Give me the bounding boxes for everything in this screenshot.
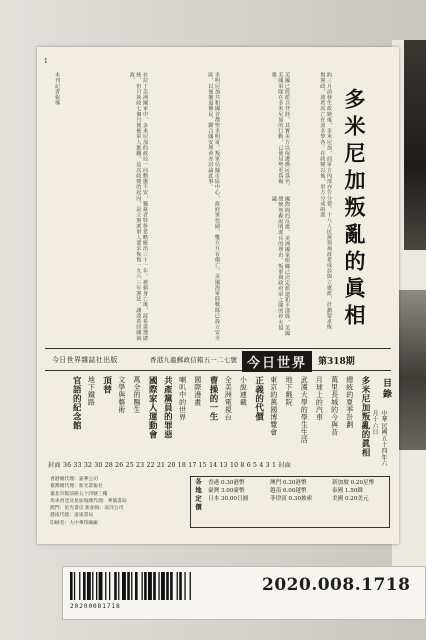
toc-entry (193, 376, 202, 458)
barcode-bar (190, 572, 191, 600)
issue-number: 第318期 (318, 357, 355, 367)
toc-entry (238, 376, 247, 458)
toc-entry-title: 武漢大學的學生生活 (300, 376, 309, 444)
price-cell: 日本 30.00日圓 (208, 496, 249, 502)
article-byline: 本刊記者報導 (54, 72, 60, 106)
barcode-bar (122, 572, 126, 600)
barcode-bar (99, 572, 103, 600)
barcode-bar (114, 572, 117, 600)
toc-entry (299, 376, 308, 458)
barcode-bar (87, 572, 91, 600)
barcode-bar (127, 572, 130, 600)
toc-entry (86, 376, 95, 458)
toc-page-strip: 封面 36 33 32 30 28 26 25 23 22 21 20 18 17 15 14 13 10 8 6 5 4 3 1 封面 (48, 462, 292, 469)
toc-entry-title: 國際家人運動會 (147, 376, 158, 439)
toc-entry (147, 376, 157, 458)
toc-entry (162, 376, 172, 458)
publishing-line: 馬來西亞及星加坡總代理：華僑書局 (50, 498, 127, 504)
barcode-bar (109, 572, 110, 600)
toc-entry-title: 多米尼加叛亂的眞相 (360, 376, 370, 457)
toc-entry-title: 總統的夏季計劃 (345, 376, 354, 429)
barcode-bar (79, 572, 80, 600)
article-text-left: 在拉丁美洲國家中，多米尼加的政局一向動盪不安，獨裁者特魯希略統治三十一年，被刺身亡後，波希當選總統，但只執政七個月便被軍人推翻。這次政變的起因，是立憲派軍人要求恢復一九六三年憲法，讓波希回國執政。 (128, 72, 148, 341)
price-cell: 臺灣 3.00臺幣 (208, 488, 245, 494)
address-line: 香港九龍郵政信箱五一二七號 (150, 356, 238, 364)
publishing-line: 越南代理：遠東書局 (50, 513, 94, 519)
toc-entry (132, 376, 141, 458)
article-text-center: 多明尼加共和國首都聖多明哥，叛軍佔據市區中心，政府軍包圍。雙方互有傷亡。美國海軍陸戰隊已設立安全區，以便撤退僑民。聯合國安理會亦討論此事。 (207, 72, 220, 341)
price-label: 各地定價 (194, 478, 202, 512)
price-grid (208, 479, 386, 503)
toc-entry-title: 正義的代價 (253, 376, 264, 421)
toc-entry (208, 376, 218, 458)
accession-number: 2020.008.1718 (262, 575, 411, 595)
toc-entry (102, 376, 112, 458)
barcode-bar (105, 572, 106, 600)
barcode-bar (184, 572, 185, 600)
price-cell: 越南 6.00越幣 (270, 488, 307, 494)
underlying-photo-top (404, 40, 426, 250)
toc-entry (284, 376, 293, 458)
publisher-line: 今日世界雜誌社出版 (52, 356, 118, 364)
barcode (68, 572, 258, 600)
toc-heading: 目錄 (381, 378, 391, 400)
toc-entry (330, 376, 339, 458)
toc-entry-title: 文學與藝術 (117, 376, 126, 414)
masthead-title: 今日世界 (242, 351, 312, 372)
barcode-bar (92, 572, 93, 600)
masthead-rule-bottom (45, 370, 391, 371)
barcode-bar (131, 572, 132, 600)
barcode-bar (179, 572, 182, 600)
price-row (208, 495, 386, 503)
barcode-bar (74, 572, 75, 600)
toc-entry-title: 喇叭中的世界 (178, 376, 187, 421)
masthead-rule-top (45, 348, 391, 349)
toc-entry (314, 376, 323, 458)
article-text-right: 約三月前發生政變後，多米尼加，而軍方內部亦告分裂。十八人民黨領袖波希成員與立憲派，計劃要求恢復憲政，波希流亡在波多黎各。在政變以後，軍方分成兩派 (319, 72, 332, 330)
toc-entry (345, 376, 354, 458)
barcode-bar (142, 572, 143, 600)
toc-entry (269, 376, 278, 458)
toc-entry (360, 376, 370, 458)
barcode-bar (135, 572, 138, 600)
barcode-number: 20200081718 (70, 603, 121, 610)
barcode-bar (170, 572, 173, 600)
toc-entry-title: 萬里長城的今與昔 (330, 376, 339, 436)
barcode-bar (96, 572, 97, 600)
barcode-bar (153, 572, 156, 600)
toc-entry-title: 東京的萬國博覽會 (269, 376, 278, 436)
article-text-mid-lower: 國際間的反應，美洲國家組織已決定派遣和平部隊，美國總統詹森說明派兵的理由。叛軍與政府軍之間的停火協議。 (270, 196, 290, 336)
price-cell: 香港 0.30港幣 (208, 480, 245, 486)
price-row (208, 487, 386, 495)
toc-entry (71, 376, 81, 458)
publishing-line: 澳門：星光書店 新加坡：南洋公司 (50, 506, 124, 512)
toc-entry-title: 共產黨員的罪惡 (162, 376, 173, 439)
toc-entry (117, 376, 126, 458)
toc-entry-title: 月球上的汽車 (315, 376, 324, 421)
toc-entry-title: 官語的紀念館 (71, 376, 82, 430)
barcode-bar (161, 572, 165, 600)
toc-entry-title: 全美洲電視台 (224, 376, 233, 421)
toc-entry-title: 地下鐵路 (87, 376, 96, 406)
toc-entry (254, 376, 264, 458)
price-cell: 新加坡 0.20星幣 (332, 480, 375, 486)
toc-entry-title: 頂替 (101, 376, 112, 394)
toc-entry-title: 小說連載 (239, 376, 248, 406)
toc-entry-title: 萬全的醫生 (133, 376, 141, 414)
price-cell: 澳門 0.30港幣 (270, 480, 307, 486)
publishing-line: 香港總代理：嘉華公司 (50, 477, 98, 482)
barcode-bar (148, 572, 152, 600)
barcode-bar (70, 572, 73, 600)
toc-entry-title: 地下戲院 (285, 376, 293, 406)
price-cell: 菲律賓 0.30披索 (270, 496, 313, 502)
publishing-info (50, 476, 186, 527)
price-row (208, 479, 386, 487)
toc-entry (178, 376, 187, 458)
publishing-line: 臺灣總代理：新光書報社 (50, 484, 103, 490)
barcode-bar (166, 572, 169, 600)
toc-entry-title: 國際漫畫 (193, 376, 202, 406)
toc-date: 中華民國五十四年六月十六日 (371, 410, 387, 467)
publishing-line: 印刷者：大中華印刷廠 (50, 520, 98, 526)
page-number: 1 (44, 58, 48, 65)
toc-entry (223, 376, 232, 458)
barcode-bar (144, 572, 147, 600)
publishing-line: 臺北市館前路五十四號三樓 (50, 491, 108, 497)
barcode-bar (177, 572, 178, 600)
barcode-bar (118, 572, 119, 600)
barcode-bar (158, 572, 159, 600)
barcode-bar (83, 572, 86, 600)
toc-entry-title: 曹操的一生 (208, 376, 218, 421)
article-text-mid: 美國已經派兵登陸，其實美方以保護僑民爲名，美國軍隊在多米尼加的行動，已使局勢更爲複雜。 (270, 72, 290, 190)
price-cell: 美國 0.20美元 (332, 496, 369, 502)
article-title: 多米尼加叛亂的眞相 (342, 88, 367, 331)
price-cell: 泰國 1.50銖 (332, 488, 364, 494)
